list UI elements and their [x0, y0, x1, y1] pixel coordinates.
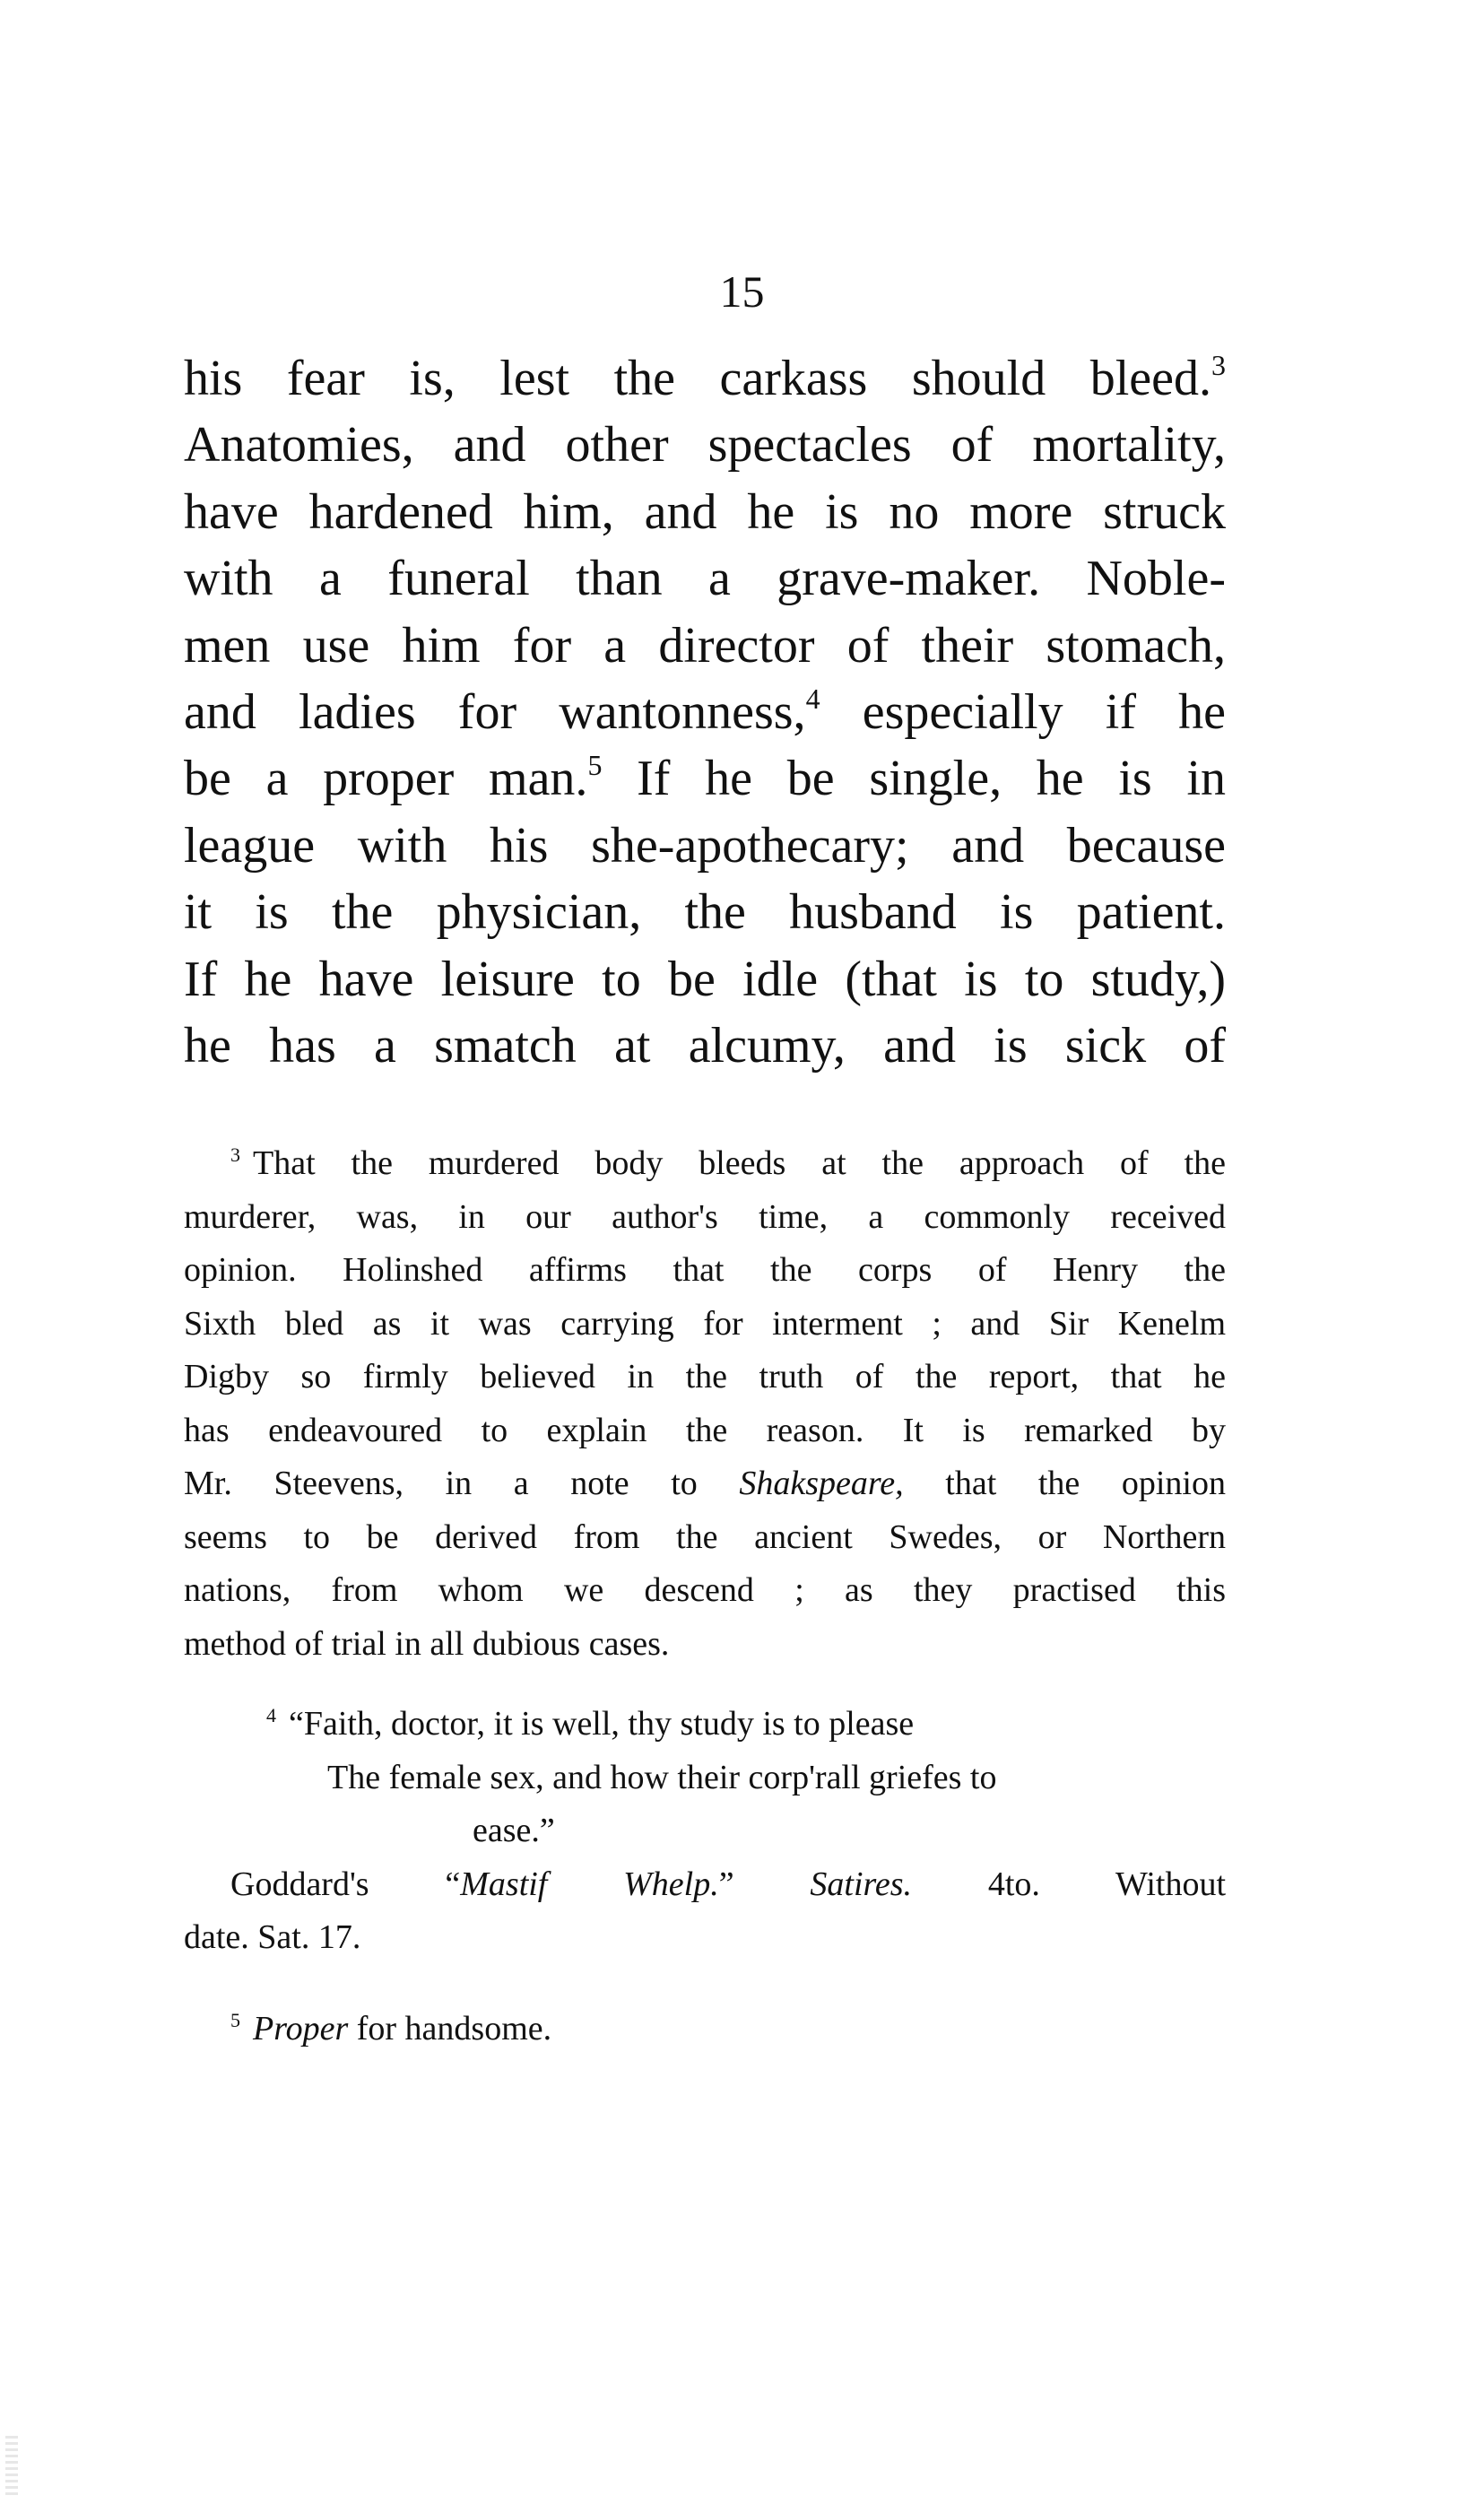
footnote-line: $^5$ Proper for handsome.: [230, 2008, 552, 2048]
footnote-5: [184, 2003, 1226, 2056]
text-line: be a proper man.$^5$ If he be single, he is in: [184, 749, 1226, 807]
footnote-line: nations, from whom we descend ; as they practised this: [184, 1571, 1226, 1609]
footnote-marker: 4: [266, 1704, 276, 1726]
italic-title: Shakspeare,: [739, 1465, 904, 1502]
footnote-line: has endeavoured to explain the reason. It is remarked by: [184, 1411, 1226, 1449]
text-line: it is the physician, the husband is patient.: [184, 884, 1226, 941]
footnote-marker: 5: [230, 2008, 240, 2031]
quote-line: ease.”: [473, 1812, 555, 1849]
text-line: have hardened him, and he is no more struck: [184, 483, 1226, 540]
footnote-3: [184, 1137, 1226, 1671]
quote-line: The female sex, and how their corp'rall griefes to: [327, 1758, 997, 1796]
italic-title: Mastif Whelp.: [460, 1865, 719, 1903]
text-line: he has a smatch at alcumy, and is sick of: [184, 1017, 1226, 1074]
text-line: Anatomies, and other spectacles of mortality,: [184, 417, 1226, 474]
text-line: his fear is, lest the carkass should bleed.$^3$: [184, 349, 1226, 406]
quote-line: $^4$ “Faith, doctor, it is well, thy study is to please: [266, 1704, 915, 1743]
text-line: and ladies for wantonness,$^4$ especially if he: [184, 682, 1226, 740]
footnote-line: Mr. Steevens, in a note to Shakspeare, that the opinion: [184, 1465, 1226, 1502]
text-line: with a funeral than a grave-maker. Noble-: [184, 551, 1226, 607]
text-line: men use him for a director of their stomach,: [184, 617, 1226, 674]
footnote-reference: 3: [1211, 349, 1226, 381]
footnote-line: opinion. Holinshed affirms that the corps of Henry the: [184, 1251, 1226, 1289]
italic-word: Proper: [253, 2009, 349, 2048]
text-line: league with his she-apothecary; and because: [184, 817, 1226, 874]
citation-line: date. Sat. 17.: [184, 1918, 361, 1956]
footnote-line: method of trial in all dubious cases.: [184, 1624, 670, 1663]
footnote-line: murderer, was, in our author's time, a commonly received: [184, 1197, 1226, 1236]
main-text: [184, 345, 1226, 1079]
footnote-reference: 5: [587, 749, 603, 782]
footnote-4: [184, 1698, 1226, 1965]
footnote-marker: 3: [230, 1143, 240, 1166]
footnote-line: Sixth bled as it was carrying for interment ; and Sir Kenelm: [184, 1304, 1226, 1343]
footnote-line: $^3$ That the murdered body bleeds at the approach of the: [230, 1143, 1226, 1182]
italic-title: Satires.: [810, 1865, 913, 1903]
footnote-reference: 4: [805, 682, 820, 715]
footnote-line: seems to be derived from the ancient Swedes, or Northern: [184, 1517, 1226, 1556]
page-number: 15: [719, 266, 765, 317]
text-line: If he have leisure to be idle (that is to study,): [184, 951, 1226, 1007]
scan-artifact: [5, 2432, 18, 2495]
citation-line: Goddard's “Mastif Whelp.” Satires. 4to. Without: [230, 1865, 1226, 1903]
footnote-line: Digby so firmly believed in the truth of the report, that he: [184, 1358, 1226, 1395]
footnotes: [184, 1137, 1226, 2056]
